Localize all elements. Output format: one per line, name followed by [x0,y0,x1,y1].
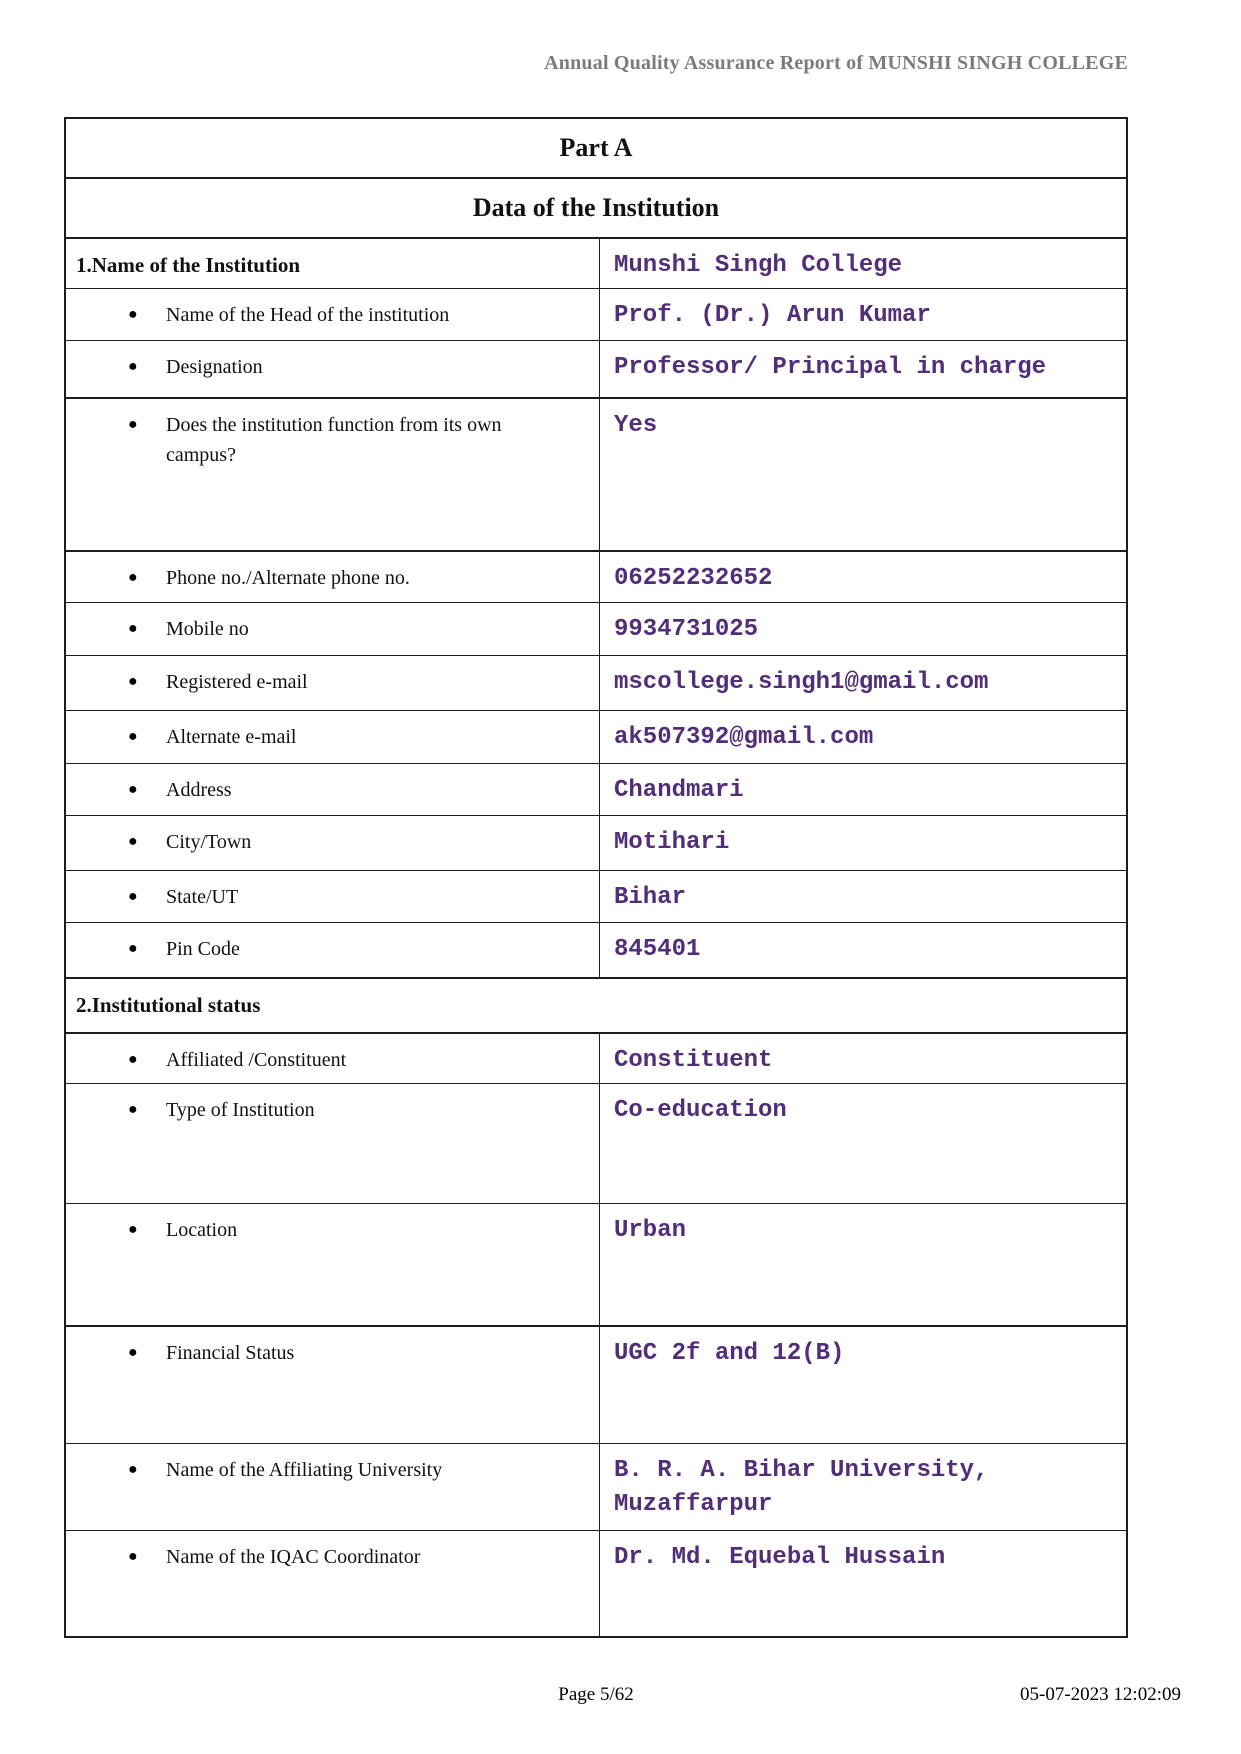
table-row-iqac-coordinator [66,1530,1126,1636]
bullet-icon: ● [128,1548,138,1565]
field-value: Urban [614,1217,687,1244]
bullet-icon: ● [128,1461,138,1478]
field-label: ● Mobile no [66,603,600,655]
table-row-affiliating-university [66,1443,1126,1530]
field-label: ● Name of the Affiliating University [66,1444,600,1530]
bullet-icon: ● [128,416,138,433]
table-row-phone [66,550,1126,602]
doc-header: Annual Quality Assurance Report of MUNSHI SINGH COLLEGE [544,52,1128,74]
field-value: B. R. A. Bihar University, Muzaffarpur [614,1457,989,1519]
footer-timestamp: 05-07-2023 12:02:09 [1020,1684,1181,1705]
bullet-icon: ● [128,728,138,745]
bullet-icon: ● [128,569,138,586]
field-label: ● Name of the Head of the institution [66,289,600,340]
field-label: ● Designation [66,341,600,397]
bullet-icon: ● [128,358,138,375]
field-value: Constituent [614,1047,773,1074]
bullet-icon: ● [128,306,138,323]
field-value: Co-education [614,1097,787,1124]
table-row-own-campus [66,397,1126,550]
field-label: ● Affiliated /Constituent [66,1034,600,1083]
table-row-financial-status [66,1325,1126,1443]
bullet-icon: ● [128,1101,138,1118]
field-value: Dr. Md. Equebal Hussain [614,1544,946,1571]
table-row-affiliated-constituent [66,1032,1126,1083]
table-section-institutional-status [66,977,1126,1032]
bullet-icon: ● [128,833,138,850]
institution-data-table [64,117,1128,1638]
table-row-alternate-email [66,710,1126,763]
field-label: ● Registered e-mail [66,656,600,710]
field-label: ● Phone no./Alternate phone no. [66,552,600,602]
part-title: Part A [559,133,633,162]
table-row-name-of-institution [66,237,1126,288]
field-value: Prof. (Dr.) Arun Kumar [614,302,931,329]
bullet-icon: ● [128,940,138,957]
part-a-header-row [66,119,1126,177]
field-value: 845401 [614,936,701,963]
table-row-address [66,763,1126,815]
table-subtitle-row [66,177,1126,237]
table-row-pincode [66,922,1126,977]
field-value: mscollege.singh1@gmail.com [614,669,989,696]
field-label: ● Location [66,1204,600,1325]
table-row-head-of-institution [66,288,1126,340]
table-row-location [66,1203,1126,1325]
page-number: Page 5/62 [558,1684,634,1705]
bullet-icon: ● [128,1221,138,1238]
bullet-icon: ● [128,1051,138,1068]
field-label: ● Address [66,764,600,815]
field-label: ● Financial Status [66,1327,600,1443]
table-row-city [66,815,1126,870]
field-label: ● Alternate e-mail [66,711,600,763]
field-value: Chandmari [614,777,744,804]
table-subtitle: Data of the Institution [472,193,720,222]
field-label: 1.Name of the Institution [66,239,600,288]
field-value: ak507392@gmail.com [614,724,874,751]
bullet-icon: ● [128,1344,138,1361]
table-row-registered-email [66,655,1126,710]
field-value: UGC 2f and 12(B) [614,1340,845,1367]
bullet-icon: ● [128,781,138,798]
field-value: 06252232652 [614,565,773,592]
field-label: ● Pin Code [66,923,600,977]
field-value: Professor/ Principal in charge [614,354,1047,381]
bullet-icon: ● [128,620,138,637]
field-label: ● State/UT [66,871,600,922]
table-row-mobile [66,602,1126,655]
table-row-type-of-institution [66,1083,1126,1203]
field-value: Munshi Singh College [614,252,903,279]
field-label: ● City/Town [66,816,600,870]
bullet-icon: ● [128,673,138,690]
bullet-icon: ● [128,888,138,905]
field-value: Motihari [614,829,730,856]
field-label: ● Does the institution function from its own campus? [66,399,600,550]
page-footer [0,1684,1241,1714]
field-value: Bihar [614,884,687,911]
table-row-state [66,870,1126,922]
field-label: ● Type of Institution [66,1084,600,1203]
field-label: ● Name of the IQAC Coordinator [66,1531,600,1636]
field-value: Yes [614,412,658,439]
section-label: 2.Institutional status [76,993,261,1017]
field-value: 9934731025 [614,616,759,643]
table-row-designation [66,340,1126,397]
